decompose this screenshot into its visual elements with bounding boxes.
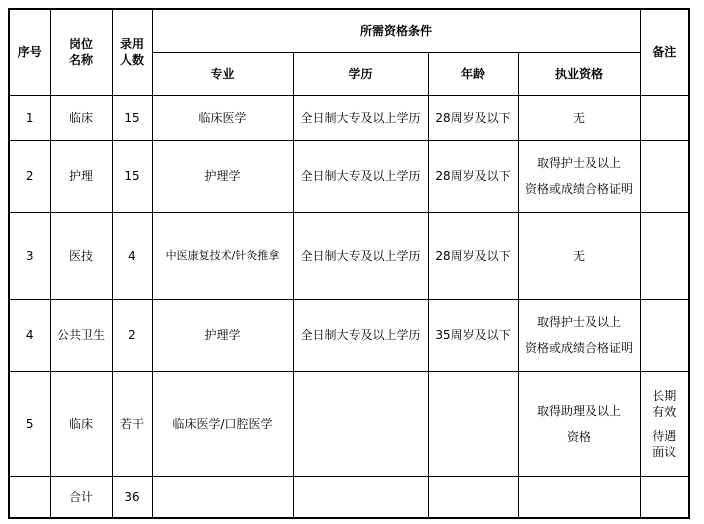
cell-license <box>518 212 640 299</box>
cell-age: 28周岁及以下 <box>428 212 518 299</box>
cell-major: 临床医学 <box>152 95 293 140</box>
cell-major: 护理学 <box>152 140 293 212</box>
cell-education: 全日制大专及以上学历 <box>293 212 428 299</box>
header-position-line2: 名称 <box>68 53 93 68</box>
header-count <box>112 9 152 95</box>
cell-age <box>428 371 518 476</box>
table-row <box>9 299 689 371</box>
cell-empty <box>428 476 518 518</box>
cell-license-line1: 无 <box>573 248 586 263</box>
cell-license-line1: 无 <box>573 110 586 125</box>
cell-position: 护理 <box>50 140 112 212</box>
cell-license-line1: 取得护士及以上 <box>537 156 622 170</box>
cell-age: 35周岁及以下 <box>428 299 518 371</box>
header-count-line1: 录用 <box>119 37 144 52</box>
cell-empty <box>293 476 428 518</box>
cell-empty <box>518 476 640 518</box>
cell-empty <box>640 476 689 518</box>
cell-license-line2: 资格或成绩合格证明 <box>525 182 634 196</box>
header-conditions: 所需资格条件 <box>152 9 640 52</box>
cell-license-line1: 取得护士及以上 <box>537 315 622 329</box>
cell-remarks <box>640 95 689 140</box>
recruitment-table <box>8 8 690 519</box>
cell-seq-empty <box>9 476 50 518</box>
header-age: 年龄 <box>428 52 518 95</box>
header-position-line1: 岗位 <box>68 37 93 52</box>
cell-remarks <box>640 140 689 212</box>
cell-education: 全日制大专及以上学历 <box>293 299 428 371</box>
cell-remarks-line2: 有效 <box>652 404 677 419</box>
cell-education: 全日制大专及以上学历 <box>293 95 428 140</box>
cell-major: 临床医学/口腔医学 <box>152 371 293 476</box>
cell-license <box>518 140 640 212</box>
total-row <box>9 476 689 518</box>
cell-major: 中医康复技术/针灸推拿 <box>152 212 293 299</box>
cell-seq: 5 <box>9 371 50 476</box>
cell-remarks <box>640 212 689 299</box>
cell-license-line1: 取得助理及以上 <box>537 403 622 418</box>
table-row <box>9 371 689 476</box>
cell-license <box>518 299 640 371</box>
header-major: 专业 <box>152 52 293 95</box>
cell-age: 28周岁及以下 <box>428 140 518 212</box>
header-license: 执业资格 <box>518 52 640 95</box>
cell-count: 若干 <box>112 371 152 476</box>
cell-count: 15 <box>112 140 152 212</box>
cell-position: 临床 <box>50 95 112 140</box>
cell-license <box>518 371 640 476</box>
cell-count: 2 <box>112 299 152 371</box>
header-seq: 序号 <box>9 9 50 95</box>
cell-remarks-line1: 长期 <box>652 388 677 403</box>
header-remarks: 备注 <box>640 9 689 95</box>
total-count: 36 <box>112 476 152 518</box>
header-count-line2: 人数 <box>119 53 144 68</box>
cell-remarks-line4: 面议 <box>652 444 677 459</box>
cell-remarks <box>640 371 689 476</box>
cell-position: 医技 <box>50 212 112 299</box>
cell-position: 临床 <box>50 371 112 476</box>
cell-position: 公共卫生 <box>50 299 112 371</box>
cell-major: 护理学 <box>152 299 293 371</box>
cell-education <box>293 371 428 476</box>
cell-license-line2: 资格或成绩合格证明 <box>525 341 634 355</box>
cell-count: 15 <box>112 95 152 140</box>
cell-license <box>518 95 640 140</box>
cell-seq: 2 <box>9 140 50 212</box>
table-row <box>9 140 689 212</box>
cell-count: 4 <box>112 212 152 299</box>
cell-seq: 4 <box>9 299 50 371</box>
table-row <box>9 95 689 140</box>
cell-education: 全日制大专及以上学历 <box>293 140 428 212</box>
cell-age: 28周岁及以下 <box>428 95 518 140</box>
cell-seq: 1 <box>9 95 50 140</box>
cell-license-line2: 资格 <box>567 429 592 444</box>
cell-remarks <box>640 299 689 371</box>
cell-remarks-line3: 待遇 <box>652 428 677 443</box>
header-position <box>50 9 112 95</box>
header-education: 学历 <box>293 52 428 95</box>
cell-seq: 3 <box>9 212 50 299</box>
header-row-top <box>9 9 689 52</box>
cell-empty <box>152 476 293 518</box>
table-row <box>9 212 689 299</box>
total-label: 合计 <box>50 476 112 518</box>
